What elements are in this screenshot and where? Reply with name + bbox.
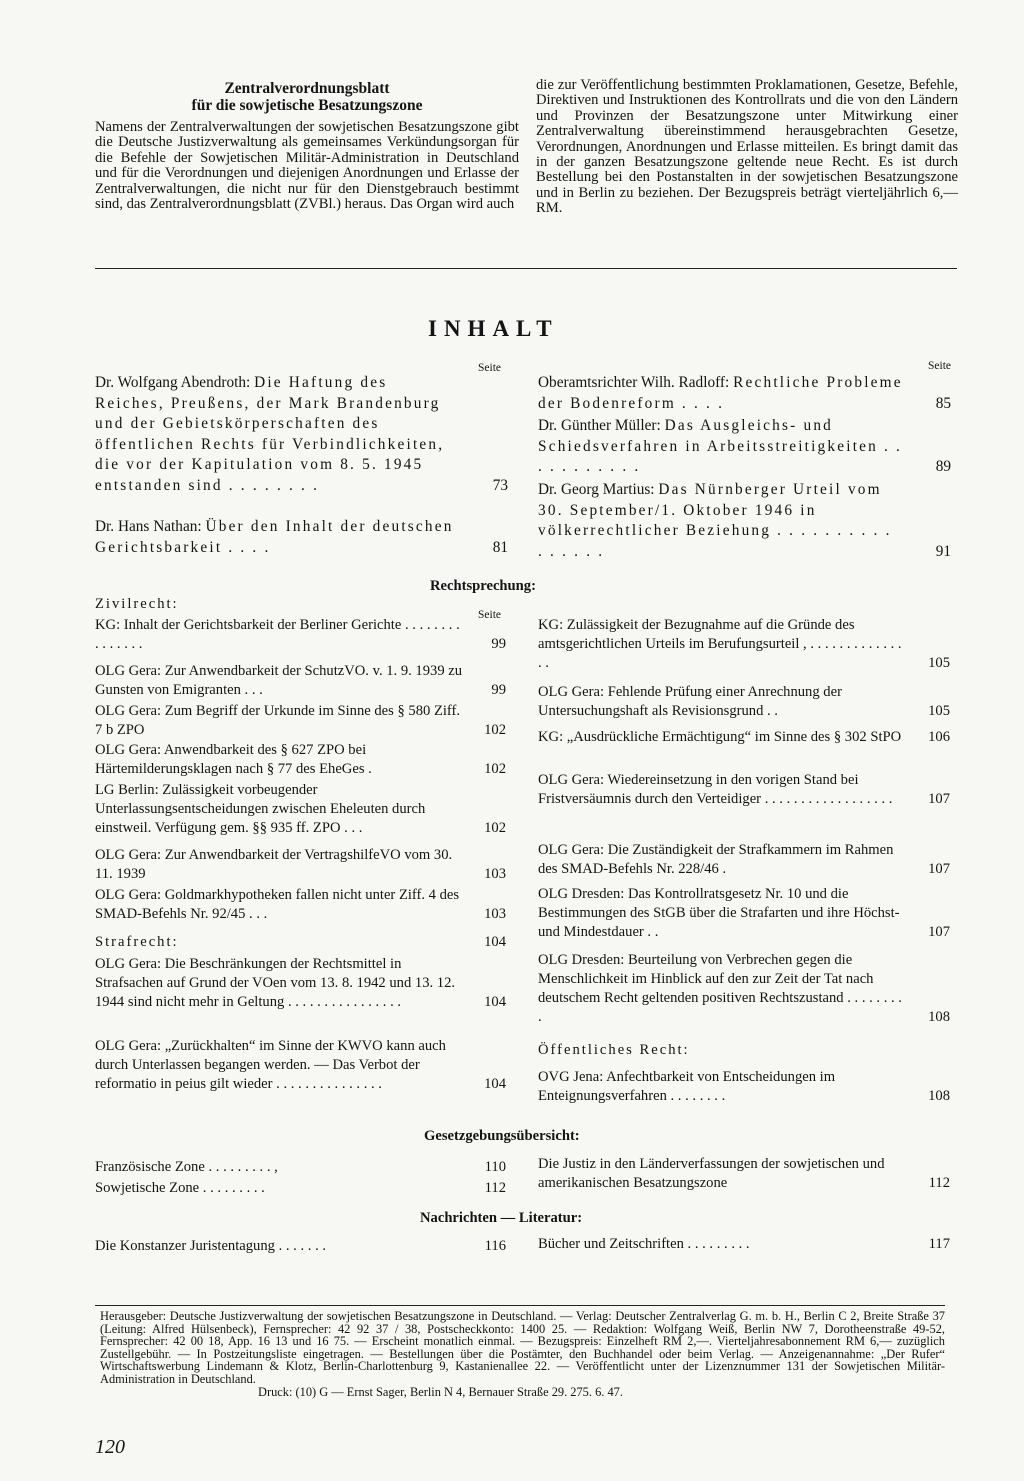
- seite-label-left: Seite: [478, 362, 501, 374]
- inhalt-title: INHALT: [428, 316, 559, 341]
- case-page: 105: [928, 655, 950, 671]
- case-entry[interactable]: [538, 771, 950, 809]
- case-page: 108: [928, 1009, 950, 1025]
- article-title: Über den Inhalt der deutschen Gerichtsbarkeit . . . .: [95, 518, 454, 556]
- case-page: 105: [928, 703, 950, 719]
- gesetzgebung-heading: Gesetzgebungsübersicht:: [424, 1128, 580, 1144]
- case-entry[interactable]: [95, 846, 506, 884]
- article-title: Das Ausgleichs- und Schiedsverfahren in Arbeitsstreitigkeiten . . . . . . . . . . .: [538, 417, 903, 476]
- case-page: 104: [484, 994, 506, 1010]
- article-page: 85: [935, 394, 951, 412]
- case-entry[interactable]: [95, 616, 506, 654]
- case-text: OLG Gera: Die Beschränkungen der Rechtsmittel in Strafsachen auf Grund der VOen vom 13. 8. 1942 und 13. 12. 1944 sind nicht mehr in Geltung . . . . . . . . . . . . . . . .: [95, 956, 456, 1010]
- news-text: Bücher und Zeitschriften . . . . . . . . .: [538, 1236, 750, 1252]
- article-author: Dr. Günther Müller:: [538, 417, 661, 434]
- case-entry[interactable]: [95, 702, 506, 740]
- case-page: 103: [484, 906, 506, 922]
- article-entry-abendroth[interactable]: [95, 373, 508, 497]
- article-author: Oberamtsrichter Wilh. Radloff:: [538, 374, 730, 391]
- case-entry[interactable]: [538, 951, 950, 1027]
- case-page: 99: [491, 636, 506, 652]
- article-page: 73: [492, 476, 508, 494]
- article-entry-martius[interactable]: [538, 480, 951, 562]
- article-page: 91: [935, 542, 951, 560]
- case-page: 106: [928, 729, 950, 745]
- case-text: OLG Gera: „Zurückhalten“ im Sinne der KWVO kann auch durch Unterlassen begangen werden. — Das Verbot der reformatio in peius gilt wieder . . . . . . . . . . . . . . .: [95, 1038, 446, 1092]
- article-entry-nathan[interactable]: [95, 517, 508, 558]
- case-entry[interactable]: [538, 616, 950, 673]
- case-entry[interactable]: [95, 955, 506, 1012]
- article-entry-mueller[interactable]: [538, 416, 951, 478]
- zvbl-title-line1: Zentralverordnungsblatt: [224, 80, 390, 97]
- case-text: OLG Gera: Goldmarkhypotheken fallen nicht unter Ziff. 4 des SMAD-Befehls Nr. 92/45 . . .: [95, 887, 460, 922]
- case-text: OLG Gera: Wiedereinsetzung in den vorigen Stand bei Fristversäumnis durch den Verteidiger . . . . . . . . . . . . . . . . . .: [538, 772, 893, 807]
- nachrichten-heading: Nachrichten — Literatur:: [420, 1210, 583, 1226]
- strafrecht-page: 104: [484, 934, 506, 950]
- case-entry[interactable]: [95, 662, 506, 700]
- case-page: 103: [484, 866, 506, 882]
- case-text: OLG Gera: Zur Anwendbarkeit der VertragshilfeVO vom 30. 11. 1939: [95, 847, 453, 882]
- case-page: 102: [484, 820, 506, 836]
- case-page: 104: [484, 1076, 506, 1092]
- case-entry[interactable]: [95, 886, 506, 924]
- case-text: OLG Dresden: Das Kontrollratsgesetz Nr. 10 und die Bestimmungen des StGB über die Strafarten und ihre Höchst- und Mindestdauer . .: [538, 886, 900, 940]
- article-title: Rechtliche Probleme der Bodenreform . . . .: [538, 374, 903, 412]
- legislation-entry[interactable]: [95, 1179, 506, 1198]
- case-entry[interactable]: [95, 781, 506, 838]
- zvbl-left-paragraph: Namens der Zentralverwaltungen der sowjetischen Besatzungszone gibt die Deutsche Justizverwaltung als gemeinsames Verkündungsorgan für die Befehle der Sowjetischen Militär-Administration in Deutschland und für die Verordnungen und diejenigen Anordnungen und Erlasse der Zentralverwaltungen, die nicht nur für den Dienstgebrauch bestimmt sind, das Zentralverordnungsblatt (ZVBl.) heraus. Das Organ wird auch: [95, 119, 519, 213]
- strafrecht-label-row: [95, 933, 506, 952]
- case-page: 108: [928, 1088, 950, 1104]
- news-entry[interactable]: [538, 1235, 950, 1254]
- case-text: OLG Gera: Anwendbarkeit des § 627 ZPO bei Härtemilderungsklagen nach § 77 des EheGes .: [95, 742, 372, 777]
- case-text: OVG Jena: Anfechtbarkeit von Entscheidungen im Enteignungsverfahren . . . . . . . .: [538, 1069, 836, 1104]
- page-number: 120: [95, 1436, 125, 1458]
- seite-label-rechtsprechung: Seite: [478, 609, 501, 621]
- legislation-text: Französische Zone . . . . . . . . . ,: [95, 1159, 278, 1175]
- case-text: OLG Gera: Fehlende Prüfung einer Anrechnung der Untersuchungshaft als Revisionsgrund . .: [538, 684, 842, 719]
- article-entry-radloff[interactable]: [538, 373, 951, 414]
- case-entry[interactable]: [538, 683, 950, 721]
- news-entry[interactable]: [95, 1237, 506, 1256]
- case-text: OLG Gera: Zur Anwendbarkeit der SchutzVO. v. 1. 9. 1939 zu Gunsten von Emigranten . . .: [95, 663, 463, 698]
- case-page: 107: [928, 791, 950, 807]
- impressum-text: Herausgeber: Deutsche Justizverwaltung der sowjetischen Besatzungszone in Deutschland. — Verlag: Deutscher Zentralverlag G. m. b. H., Berlin C 2, Breite Straße 37 (Leitung: Alfred Hülsenbeck), Fernsprecher: 42 92 37 / 38, Postscheckkonto: 1400 25. — Redaktion: Wolfgang Weiß, Berlin NW 7, Dorotheenstraße 49-52, Fernsprecher: 42 00 18, App. 16 13 und 16 75. — Erscheint monatlich einmal. — Bezugspreis: Einzelheft RM 2,—. Vierteljahresabonnement RM 6,— zuzüglich Zustellgebühr. — In Postzeitungsliste eingetragen. — Bestellungen über die Postämter, den Buchhandel oder beim Verlag. — Anzeigenannahme: „Der Rufer“ Wirtschaftswerbung Lindemann & Klotz, Berlin-Charlottenburg 9, Kastanienallee 22. — Veröffentlicht unter der Lizenznummer 131 der Sowjetischen Militär-Administration in Deutschland.: [100, 1309, 945, 1386]
- article-author: Dr. Wolfgang Abendroth:: [95, 374, 251, 391]
- case-page: 107: [928, 861, 950, 877]
- case-text: OLG Gera: Die Zuständigkeit der Strafkammern im Rahmen des SMAD-Befehls Nr. 228/46 .: [538, 842, 894, 877]
- case-text: KG: Inhalt der Gerichtsbarkeit der Berliner Gerichte . . . . . . . . . . . . . . .: [95, 617, 460, 652]
- case-page: 102: [484, 722, 506, 738]
- case-text: OLG Dresden: Beurteilung von Verbrechen gegen die Menschlichkeit im Hinblick auf den zur Zeit der Tat nach deutschem Recht geltenden positiven Rechtszustand . . . . . . . . .: [538, 952, 902, 1025]
- legislation-page: 110: [484, 1159, 506, 1175]
- oeffentliches-recht-label: Öffentliches Recht:: [538, 1042, 690, 1058]
- article-title: Das Nürnberger Urteil vom 30. September/1. Oktober 1946 in völkerrechtlicher Beziehung . . . . . . . . . . . . . . . .: [538, 481, 892, 560]
- case-page: 99: [491, 682, 506, 698]
- legislation-entry[interactable]: [538, 1155, 950, 1193]
- legislation-text: Die Justiz in den Länderverfassungen der sowjetischen und amerikanischen Besatzungszone: [538, 1156, 885, 1191]
- case-page: 107: [928, 924, 950, 940]
- rechtsprechung-heading: Rechtsprechung:: [430, 578, 536, 594]
- news-text: Die Konstanzer Juristentagung . . . . . . .: [95, 1238, 327, 1254]
- case-entry[interactable]: [538, 728, 950, 747]
- article-title: Die Haftung des Reiches, Preußens, der Mark Brandenburg und der Gebietskörperschaften des öffentlichen Rechts für Verbindlichkeiten, die vor der Kapitulation vom 8. 5. 1945 entstanden sind . . . . . . . .: [95, 374, 445, 494]
- article-page: 89: [935, 458, 951, 476]
- legislation-entry[interactable]: [95, 1158, 506, 1177]
- impressum-druck: Druck: (10) G — Ernst Sager, Berlin N 4, Bernauer Straße 29. 275. 6. 47.: [258, 1385, 623, 1399]
- case-entry[interactable]: [95, 741, 506, 779]
- legislation-page: 112: [928, 1175, 950, 1191]
- legislation-text: Sowjetische Zone . . . . . . . . .: [95, 1180, 265, 1196]
- zvbl-heading: [95, 80, 519, 114]
- strafrecht-label: Strafrecht:: [95, 934, 179, 950]
- article-author: Dr. Hans Nathan:: [95, 518, 202, 535]
- seite-label-right: Seite: [928, 360, 951, 372]
- article-author: Dr. Georg Martius:: [538, 481, 655, 498]
- divider-bottom: [95, 1305, 945, 1306]
- case-entry[interactable]: [95, 1037, 506, 1094]
- case-text: LG Berlin: Zulässigkeit vorbeugender Unterlassungsentscheidungen zwischen Eheleuten durch einstweil. Verfügung gem. §§ 935 ff. ZPO . . .: [95, 782, 426, 836]
- zivilrecht-label: Zivilrecht:: [95, 596, 179, 612]
- zvbl-title-line2: für die sowjetische Besatzungszone: [191, 97, 423, 114]
- news-page: 117: [928, 1236, 950, 1252]
- zvbl-right-paragraph: die zur Veröffentlichung bestimmten Proklamationen, Gesetze, Befehle, Direktiven und Instruktionen des Kontrollrats und die von den Ländern und Provinzen der Besatzungszone unter Mitwirkung einer Zentralverwaltung übereinstimmend herausgebrachten Gesetze, Verordnungen, Anordnungen und Erlasse mitteilen. Es bringt damit das in der ganzen Besatzungszone geltende neue Recht. Es ist durch Bestellung bei den Postanstalten in der sowjetischen Besatzungszone und in Berlin zu beziehen. Der Bezugspreis beträgt vierteljährlich 6,— RM.: [536, 77, 958, 217]
- case-text: OLG Gera: Zum Begriff der Urkunde im Sinne des § 580 Ziff. 7 b ZPO: [95, 703, 461, 738]
- case-entry[interactable]: [538, 885, 950, 942]
- case-text: KG: „Ausdrückliche Ermächtigung“ im Sinne des § 302 StPO: [538, 729, 902, 745]
- case-page: 102: [484, 761, 506, 777]
- news-page: 116: [484, 1238, 506, 1254]
- legislation-page: 112: [484, 1180, 506, 1196]
- case-text: KG: Zulässigkeit der Bezugnahme auf die Gründe des amtsgerichtlichen Urteils im Berufungsurteil , . . . . . . . . . . . . . . .: [538, 617, 902, 671]
- case-entry[interactable]: [538, 841, 950, 879]
- article-page: 81: [492, 538, 508, 556]
- case-entry[interactable]: [538, 1068, 950, 1106]
- divider-top: [95, 268, 957, 269]
